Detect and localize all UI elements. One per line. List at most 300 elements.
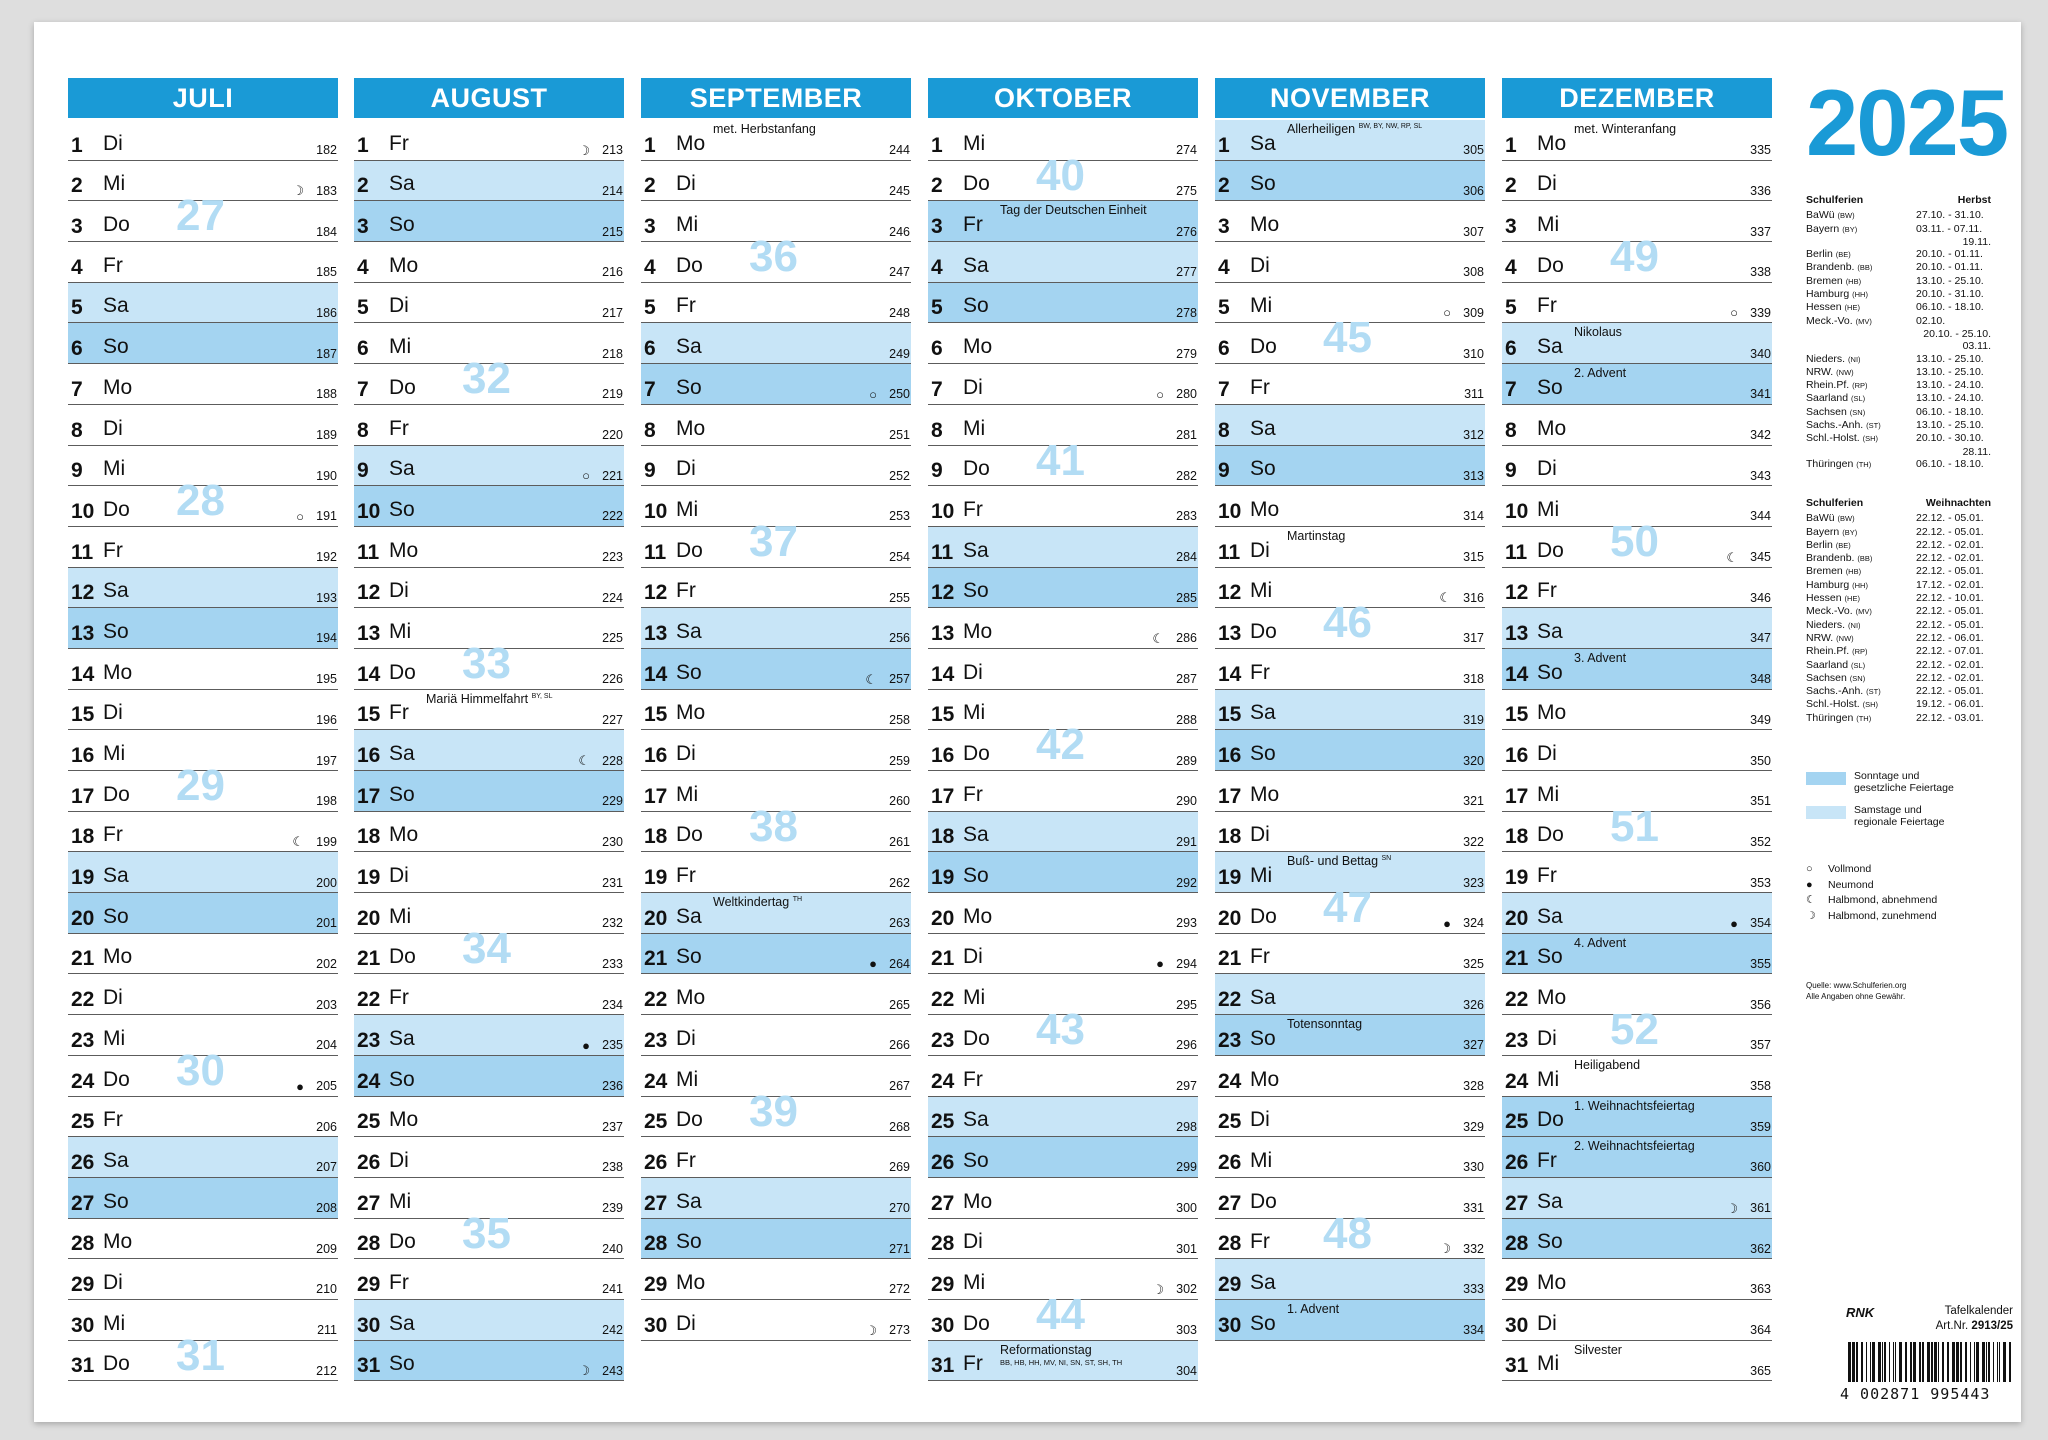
day-number: 18 bbox=[644, 825, 668, 849]
day-row bbox=[1215, 1178, 1485, 1219]
day-of-year: 192 bbox=[316, 550, 337, 565]
schulferien-title: Schulferien bbox=[1806, 194, 1864, 206]
moon-phase-icon: ☾ bbox=[865, 671, 877, 687]
day-of-year: 201 bbox=[316, 916, 337, 931]
day-row bbox=[354, 1097, 624, 1138]
day-of-year: 261 bbox=[889, 834, 910, 849]
day-number: 1 bbox=[1218, 133, 1230, 157]
day-row bbox=[1502, 1219, 1772, 1260]
day-number: 8 bbox=[931, 418, 943, 442]
schulferien-row bbox=[1806, 223, 1991, 236]
day-row bbox=[641, 1300, 911, 1341]
day-of-year: 262 bbox=[889, 875, 910, 890]
day-of-year: 241 bbox=[602, 1282, 623, 1297]
moon-phase-icon: ☽ bbox=[578, 1363, 590, 1379]
weekday: Sa bbox=[103, 294, 129, 318]
state-label: Sachs.-Anh. bbox=[1806, 419, 1864, 432]
holiday-label bbox=[1574, 1140, 1695, 1154]
day-row bbox=[641, 934, 911, 975]
week-number: 52 bbox=[1610, 1005, 1659, 1055]
day-row bbox=[1215, 1137, 1485, 1178]
weekday: Mi bbox=[1250, 864, 1273, 888]
day-row bbox=[928, 1219, 1198, 1260]
state-code: (HE) bbox=[1844, 594, 1860, 604]
schulferien-row bbox=[1806, 526, 1991, 539]
day-number: 26 bbox=[1505, 1150, 1529, 1174]
day-number: 5 bbox=[1218, 296, 1230, 320]
state-name bbox=[1806, 539, 1851, 552]
day-of-year: 242 bbox=[602, 1323, 623, 1338]
weekday: Di bbox=[963, 1230, 983, 1254]
weekday: Mo bbox=[963, 1189, 993, 1213]
day-row bbox=[1502, 446, 1772, 487]
weekday: So bbox=[389, 782, 415, 806]
schulferien-season: Herbst bbox=[1957, 194, 1991, 206]
day-row bbox=[928, 974, 1198, 1015]
holiday-dates: 03.11. - 07.11. bbox=[1916, 222, 1983, 235]
day-of-year: 305 bbox=[1463, 143, 1484, 158]
state-name bbox=[1806, 209, 1855, 222]
barcode-icon bbox=[1846, 1342, 2016, 1382]
state-name bbox=[1806, 288, 1868, 301]
day-number: 19 bbox=[1218, 866, 1242, 890]
day-of-year: 304 bbox=[1176, 1363, 1197, 1378]
holiday-dates: 22.12. - 02.01. bbox=[1916, 658, 1984, 671]
day-of-year: 184 bbox=[316, 224, 337, 239]
day-row bbox=[1502, 1005, 1772, 1056]
moon-phase-icon: ○ bbox=[582, 468, 590, 484]
holiday-dates: 19.11. bbox=[1962, 235, 1991, 248]
day-number: 3 bbox=[357, 215, 369, 239]
day-row bbox=[354, 568, 624, 609]
weekday: Sa bbox=[389, 1311, 415, 1335]
weekday: Mi bbox=[1537, 1352, 1560, 1376]
legend-sunday-swatch bbox=[1806, 772, 1846, 785]
weekday: Fr bbox=[1537, 864, 1557, 888]
moon-phase-icon: ☾ bbox=[578, 753, 590, 768]
week-number: 46 bbox=[1323, 598, 1372, 648]
day-of-year: 187 bbox=[316, 346, 337, 361]
day-row bbox=[1502, 608, 1772, 649]
day-row bbox=[354, 486, 624, 527]
day-row bbox=[68, 446, 338, 487]
weekday: Fr bbox=[963, 497, 983, 521]
weekday: Fr bbox=[1537, 294, 1557, 318]
day-number: 11 bbox=[1505, 540, 1528, 564]
day-of-year: 260 bbox=[889, 794, 910, 809]
state-label: NRW. bbox=[1806, 631, 1834, 644]
day-number: 4 bbox=[71, 255, 83, 279]
day-row bbox=[68, 568, 338, 609]
moon-legend bbox=[1806, 862, 1937, 924]
day-number: 29 bbox=[644, 1272, 668, 1296]
moon-phase-icon: ○ bbox=[869, 386, 877, 402]
day-of-year: 365 bbox=[1750, 1363, 1771, 1378]
day-row bbox=[928, 1178, 1198, 1219]
day-of-year: 292 bbox=[1176, 875, 1197, 890]
day-row bbox=[354, 446, 624, 487]
day-number: 25 bbox=[644, 1110, 668, 1134]
holiday-dates: 20.10. - 01.11. bbox=[1916, 261, 1983, 274]
day-of-year: 216 bbox=[602, 265, 623, 280]
moon-phase-icon: ☾ bbox=[1152, 630, 1164, 646]
day-row bbox=[641, 730, 911, 771]
day-number: 15 bbox=[931, 703, 955, 727]
day-row bbox=[1215, 568, 1485, 609]
weekday: Mo bbox=[676, 986, 706, 1010]
day-of-year: 234 bbox=[602, 997, 623, 1012]
day-of-year: 277 bbox=[1176, 265, 1197, 280]
day-number: 28 bbox=[71, 1232, 95, 1256]
day-number: 10 bbox=[931, 499, 955, 523]
day-number: 2 bbox=[71, 174, 83, 198]
day-of-year: 363 bbox=[1750, 1282, 1771, 1297]
schulferien-row bbox=[1806, 366, 1991, 379]
state-label: Nieders. bbox=[1806, 618, 1846, 631]
day-number: 8 bbox=[644, 418, 656, 442]
day-of-year: 284 bbox=[1176, 550, 1197, 565]
day-number: 26 bbox=[71, 1150, 95, 1174]
day-number: 5 bbox=[644, 296, 656, 320]
day-number: 25 bbox=[1218, 1110, 1242, 1134]
weekday: Sa bbox=[676, 904, 702, 928]
day-of-year: 323 bbox=[1463, 875, 1484, 890]
state-name bbox=[1806, 552, 1872, 565]
weekday: Di bbox=[389, 864, 409, 888]
weekday: Mo bbox=[676, 131, 706, 155]
day-number: 9 bbox=[644, 459, 656, 483]
day-row bbox=[354, 161, 624, 202]
day-row bbox=[354, 405, 624, 446]
day-number: 15 bbox=[1505, 703, 1529, 727]
weekday: Mo bbox=[1250, 1067, 1280, 1091]
day-of-year: 209 bbox=[316, 1241, 337, 1256]
day-number: 2 bbox=[931, 174, 943, 198]
day-of-year: 296 bbox=[1176, 1038, 1197, 1053]
state-code: (NW) bbox=[1836, 633, 1854, 643]
day-of-year: 356 bbox=[1750, 997, 1771, 1012]
day-number: 14 bbox=[644, 662, 668, 686]
day-row bbox=[1502, 201, 1772, 242]
day-number: 20 bbox=[71, 906, 95, 930]
day-of-year: 237 bbox=[602, 1119, 623, 1134]
schulferien-row bbox=[1806, 353, 1991, 366]
day-of-year: 271 bbox=[889, 1241, 910, 1256]
day-number: 9 bbox=[71, 459, 83, 483]
moon-legend-label: Neumond bbox=[1828, 878, 1874, 891]
weekday: So bbox=[1250, 1026, 1276, 1050]
state-code: (NW) bbox=[1836, 367, 1854, 377]
day-of-year: 286 bbox=[1176, 631, 1197, 646]
weekday: So bbox=[103, 1189, 129, 1213]
week-number: 36 bbox=[749, 232, 798, 282]
day-number: 25 bbox=[357, 1110, 381, 1134]
day-row bbox=[641, 161, 911, 202]
holiday-name: Weltkindertag bbox=[713, 895, 790, 910]
moon-phase-icon: ☽ bbox=[1806, 909, 1816, 922]
weekday: So bbox=[389, 213, 415, 237]
day-row bbox=[641, 1056, 911, 1097]
moon-phase-icon: ● bbox=[869, 956, 877, 972]
day-of-year: 207 bbox=[316, 1160, 337, 1175]
day-number: 8 bbox=[357, 418, 369, 442]
day-row bbox=[1502, 1259, 1772, 1300]
day-number: 22 bbox=[1218, 988, 1242, 1012]
day-of-year: 294 bbox=[1176, 956, 1197, 971]
weekday: So bbox=[963, 864, 989, 888]
day-number: 27 bbox=[71, 1191, 95, 1215]
month-august bbox=[354, 78, 624, 1381]
holiday-dates: 22.12. - 05.01. bbox=[1916, 525, 1984, 538]
day-row bbox=[1502, 1056, 1772, 1097]
state-code: (HE) bbox=[1844, 303, 1860, 313]
day-row bbox=[68, 893, 338, 934]
weekday: Do bbox=[389, 1230, 416, 1254]
weekday: Sa bbox=[676, 1189, 702, 1213]
schulferien-row bbox=[1806, 236, 1991, 248]
weekday: So bbox=[963, 579, 989, 603]
weekday: So bbox=[676, 1230, 702, 1254]
day-of-year: 190 bbox=[316, 468, 337, 483]
day-row bbox=[641, 283, 911, 324]
weekday: Do bbox=[676, 253, 703, 277]
day-row bbox=[928, 812, 1198, 853]
day-number: 2 bbox=[644, 174, 656, 198]
day-row bbox=[1215, 1015, 1485, 1056]
weekday: Sa bbox=[676, 335, 702, 359]
holiday-label bbox=[713, 123, 816, 137]
day-of-year: 325 bbox=[1463, 956, 1484, 971]
day-number: 27 bbox=[357, 1191, 381, 1215]
schulferien-row bbox=[1806, 552, 1991, 565]
week-number: 33 bbox=[462, 638, 511, 688]
day-row bbox=[68, 191, 338, 242]
holiday-dates: 22.12. - 05.01. bbox=[1916, 605, 1984, 618]
day-row bbox=[1502, 1341, 1772, 1382]
moon-phase-icon: ☽ bbox=[1439, 1241, 1451, 1257]
day-row bbox=[1215, 771, 1485, 812]
calendar-sheet bbox=[34, 22, 2021, 1422]
day-of-year: 327 bbox=[1463, 1038, 1484, 1053]
weekday: Mi bbox=[963, 1270, 986, 1294]
day-of-year: 332 bbox=[1463, 1241, 1484, 1256]
moon-phase-icon: ○ bbox=[1730, 305, 1738, 321]
state-label: Sachsen bbox=[1806, 405, 1847, 418]
state-label: Bremen bbox=[1806, 565, 1843, 578]
day-number: 18 bbox=[71, 825, 95, 849]
source-line1: Quelle: www.Schulferien.org bbox=[1806, 981, 1907, 990]
weekday: Mi bbox=[1537, 782, 1560, 806]
day-number: 16 bbox=[644, 744, 668, 767]
weekday: Di bbox=[103, 1270, 123, 1294]
day-number: 15 bbox=[1218, 703, 1242, 727]
schulferien-row bbox=[1806, 419, 1991, 432]
day-of-year: 295 bbox=[1176, 997, 1197, 1012]
state-name bbox=[1806, 392, 1865, 405]
day-of-year: 258 bbox=[889, 712, 910, 727]
day-of-year: 250 bbox=[889, 387, 910, 402]
day-row bbox=[354, 1341, 624, 1382]
state-code: (BW) bbox=[1837, 514, 1855, 524]
ean-number: 4 002871 995443 bbox=[1840, 1385, 1991, 1403]
day-number: 22 bbox=[357, 988, 381, 1012]
day-of-year: 314 bbox=[1463, 509, 1484, 524]
day-number: 4 bbox=[357, 255, 369, 279]
day-number: 28 bbox=[931, 1232, 955, 1256]
weekday: Do bbox=[1250, 619, 1277, 643]
source-note bbox=[1806, 980, 1907, 1002]
state-name bbox=[1806, 526, 1857, 539]
weekday: So bbox=[1250, 1311, 1276, 1335]
weekday: So bbox=[1537, 1230, 1563, 1254]
weekday: Fr bbox=[1537, 1148, 1557, 1172]
day-row bbox=[354, 1015, 624, 1056]
state-label: Berlin bbox=[1806, 248, 1833, 261]
weekday: Mi bbox=[1537, 213, 1560, 237]
weekday: Do bbox=[963, 457, 990, 481]
day-number: 10 bbox=[1505, 499, 1529, 523]
moon-phase-icon: ● bbox=[296, 1078, 304, 1094]
weekday: Sa bbox=[1537, 904, 1563, 928]
day-row bbox=[68, 761, 338, 812]
day-row bbox=[1215, 730, 1485, 771]
day-number: 3 bbox=[1218, 215, 1230, 239]
day-row bbox=[68, 527, 338, 568]
state-code: (MV) bbox=[1855, 607, 1872, 617]
day-row bbox=[1215, 486, 1485, 527]
day-row bbox=[354, 527, 624, 568]
weekday: Di bbox=[1537, 742, 1557, 765]
day-number: 17 bbox=[357, 784, 381, 808]
day-number: 13 bbox=[357, 621, 381, 645]
day-number: 30 bbox=[931, 1313, 955, 1337]
weekday: Mi bbox=[963, 131, 986, 155]
day-row bbox=[68, 934, 338, 975]
day-row bbox=[928, 893, 1198, 934]
day-row bbox=[928, 568, 1198, 609]
day-row bbox=[354, 323, 624, 364]
day-of-year: 185 bbox=[316, 265, 337, 280]
day-number: 4 bbox=[1218, 255, 1230, 279]
state-label: Thüringen bbox=[1806, 711, 1854, 724]
legend-sunday bbox=[1806, 770, 1954, 794]
day-of-year: 343 bbox=[1750, 468, 1771, 483]
state-code: (BE) bbox=[1835, 250, 1851, 260]
holiday-name: 2. Advent bbox=[1574, 366, 1627, 381]
day-of-year: 276 bbox=[1176, 224, 1197, 239]
holiday-dates: 22.12. - 05.01. bbox=[1916, 512, 1984, 525]
day-number: 11 bbox=[71, 540, 94, 564]
day-number: 10 bbox=[1218, 499, 1242, 523]
state-label: Berlin bbox=[1806, 538, 1833, 551]
day-of-year: 268 bbox=[889, 1119, 910, 1134]
day-number: 22 bbox=[931, 988, 955, 1012]
day-row bbox=[928, 486, 1198, 527]
holiday-dates: 13.10. - 25.10. bbox=[1916, 365, 1984, 378]
weekday: Sa bbox=[1537, 619, 1563, 643]
state-code: (MV) bbox=[1855, 316, 1872, 326]
weekday: Mo bbox=[963, 335, 993, 359]
weekday: Fr bbox=[1250, 660, 1270, 684]
day-number: 5 bbox=[931, 296, 943, 320]
schulferien-row bbox=[1806, 539, 1991, 552]
weekday: Mo bbox=[1537, 1270, 1567, 1294]
weekday: Mo bbox=[389, 538, 419, 562]
weekday: Di bbox=[389, 579, 409, 603]
day-number: 30 bbox=[71, 1313, 95, 1337]
day-row bbox=[68, 1015, 338, 1056]
day-of-year: 349 bbox=[1750, 712, 1771, 727]
schulferien-header bbox=[1806, 497, 1991, 509]
state-label: NRW. bbox=[1806, 365, 1834, 378]
holiday-states: TH bbox=[792, 896, 803, 904]
weekday: Do bbox=[963, 742, 990, 765]
color-legend bbox=[1806, 770, 1954, 838]
day-row bbox=[928, 242, 1198, 283]
state-name bbox=[1806, 579, 1868, 592]
day-row bbox=[928, 527, 1198, 568]
day-of-year: 317 bbox=[1463, 631, 1484, 646]
day-of-year: 206 bbox=[316, 1119, 337, 1134]
day-number: 15 bbox=[71, 703, 95, 727]
weekday: Fr bbox=[389, 701, 409, 725]
day-of-year: 240 bbox=[602, 1241, 623, 1256]
holiday-dates: 22.12. - 05.01. bbox=[1916, 565, 1984, 578]
day-number: 2 bbox=[1218, 174, 1230, 198]
holiday-states: BW, BY, NW, RP, SL bbox=[1358, 123, 1423, 130]
day-of-year: 213 bbox=[602, 143, 623, 158]
day-number: 4 bbox=[931, 255, 943, 279]
day-number: 18 bbox=[931, 825, 955, 849]
day-row bbox=[928, 720, 1198, 771]
state-name bbox=[1806, 458, 1871, 471]
moon-phase-icon: ☽ bbox=[292, 183, 304, 199]
day-of-year: 361 bbox=[1750, 1201, 1771, 1216]
day-row bbox=[928, 690, 1198, 731]
day-of-year: 316 bbox=[1463, 590, 1484, 605]
weekday: Sa bbox=[103, 864, 129, 888]
day-row bbox=[928, 1259, 1198, 1300]
month-dezember bbox=[1502, 78, 1772, 1381]
day-row bbox=[1215, 934, 1485, 975]
weekday: Mi bbox=[963, 416, 986, 440]
day-row bbox=[1215, 598, 1485, 649]
holiday-name: Totensonntag bbox=[1287, 1017, 1363, 1032]
day-row bbox=[68, 476, 338, 527]
day-row bbox=[1502, 232, 1772, 283]
day-of-year: 205 bbox=[316, 1079, 337, 1093]
day-of-year: 219 bbox=[602, 387, 623, 402]
state-label: Meck.-Vo. bbox=[1806, 605, 1853, 618]
holiday-name: met. Winteranfang bbox=[1574, 122, 1677, 136]
day-of-year: 231 bbox=[602, 875, 623, 890]
day-of-year: 354 bbox=[1750, 916, 1771, 931]
day-of-year: 291 bbox=[1176, 834, 1197, 849]
day-number: 10 bbox=[71, 499, 95, 523]
day-of-year: 290 bbox=[1176, 794, 1197, 809]
holiday-dates: 27.10. - 31.10. bbox=[1916, 209, 1984, 222]
month-header: OKTOBER bbox=[928, 78, 1198, 118]
state-label: Schl.-Holst. bbox=[1806, 698, 1860, 711]
weekday: Mo bbox=[676, 701, 706, 725]
day-row bbox=[1502, 1097, 1772, 1138]
weekday: Di bbox=[103, 986, 123, 1010]
day-row bbox=[68, 364, 338, 405]
weekday: So bbox=[1250, 742, 1276, 765]
weekday: Mo bbox=[389, 253, 419, 277]
state-label: BaWü bbox=[1806, 209, 1835, 222]
weekday: Do bbox=[1537, 253, 1564, 277]
